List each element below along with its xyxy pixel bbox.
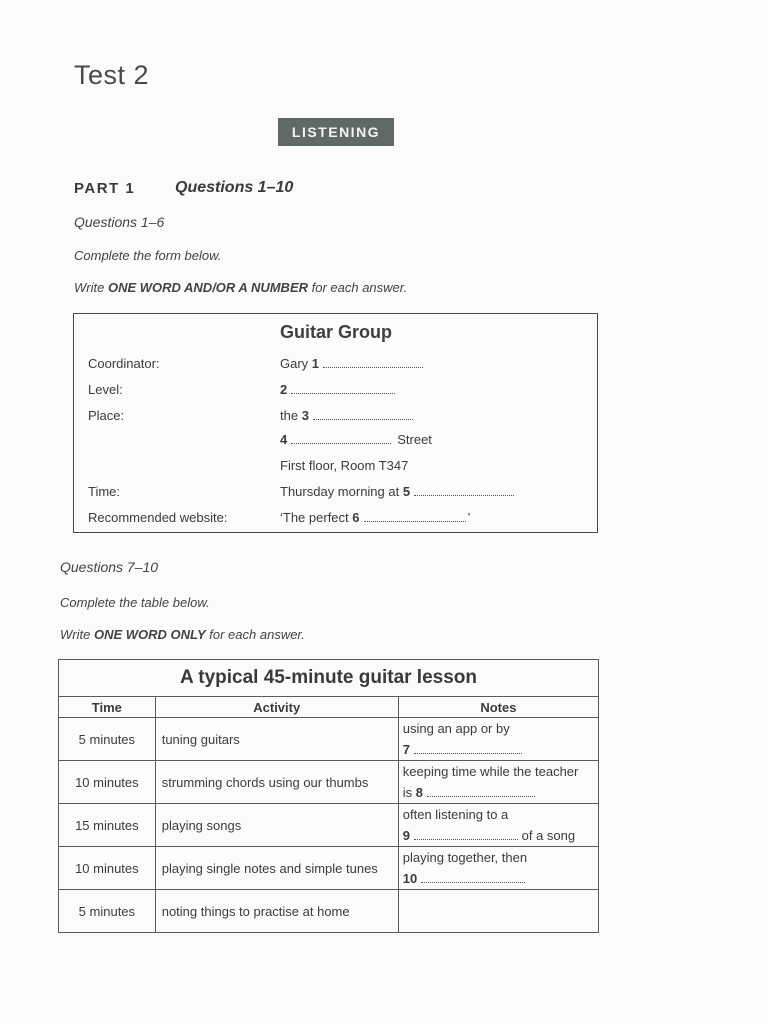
note-text: using an app or by [402,721,510,736]
answer-blank[interactable] [414,744,522,754]
form-answer-6 [280,510,470,525]
instruction-suffix: for each answer. [308,280,408,295]
form-answer-4 [280,432,432,447]
cell-time: 15 minutes [59,804,156,847]
note-text: keeping time while the teacher [402,764,579,779]
answer-prefix: Gary [280,356,312,371]
form-answer-3 [280,408,413,423]
form-room-text: First floor, Room T347 [280,458,409,473]
note-prefix: is [402,785,416,800]
answer-blank[interactable] [414,486,514,496]
instruction-prefix: Write [74,280,108,295]
cell-time: 10 minutes [59,761,156,804]
answer-blank[interactable] [414,830,518,840]
answer-prefix: Thursday morning at [280,484,403,499]
answer-blank[interactable] [421,873,525,883]
form-instruction: Complete the form below. [74,248,222,263]
form-title: Guitar Group [280,322,392,342]
instruction-suffix: for each answer. [205,627,305,642]
answer-suffix: ’ [467,510,471,525]
cell-time: 10 minutes [59,847,156,890]
cell-activity: playing songs [155,804,398,847]
form-label-coordinator: Coordinator: [88,356,160,371]
instruction-prefix: Write [60,627,94,642]
column-header-notes: Notes [398,697,598,718]
question-number: 4 [280,432,288,447]
table-word-limit-instruction [60,627,305,642]
table-title: A typical 45-minute guitar lesson [59,660,599,697]
cell-time: 5 minutes [59,890,156,933]
instruction-word-limit: ONE WORD ONLY [93,627,206,642]
answer-prefix: the [280,408,302,423]
form-word-limit-instruction [74,280,407,295]
answer-blank[interactable] [313,410,413,420]
question-number: 7 [402,742,410,757]
question-number: 6 [352,510,360,525]
instruction-word-limit: ONE WORD AND/OR A NUMBER [107,280,308,295]
form-label-place: Place: [88,408,125,423]
table-row [59,718,599,761]
guitar-group-form [73,313,598,533]
form-answer-2 [280,382,395,397]
test-title: Test 2 [74,60,150,90]
form-answer-5 [280,484,514,499]
table-row [59,761,599,804]
cell-activity: noting things to practise at home [155,890,398,933]
cell-notes [398,890,598,933]
question-number: 10 [402,871,418,886]
answer-blank[interactable] [323,358,423,368]
answer-prefix: ‘The perfect [280,510,353,525]
cell-notes [398,847,598,890]
table-row [59,890,599,933]
questions-7-10-heading: Questions 7–10 [60,559,159,575]
cell-notes [398,804,598,847]
column-header-time: Time [59,697,156,718]
question-number: 5 [402,484,411,499]
note-text: playing together, then [402,850,528,865]
cell-notes [398,718,598,761]
section-badge: LISTENING [278,118,394,146]
guitar-lesson-table [58,659,599,933]
answer-blank[interactable] [427,787,535,797]
question-number: 8 [415,785,423,800]
part-questions-range: Questions 1–10 [175,179,294,196]
form-label-time: Time: [88,484,121,499]
column-header-activity: Activity [155,697,398,718]
part-label: PART 1 [74,180,136,197]
question-number: 1 [311,356,320,371]
form-answer-1 [280,356,423,371]
form-label-level: Level: [88,382,123,397]
answer-suffix: Street [397,432,432,447]
note-text: often listening to a [402,807,509,822]
answer-blank[interactable] [364,512,466,522]
cell-activity: strumming chords using our thumbs [155,761,398,804]
table-instruction: Complete the table below. [60,595,210,610]
table-row [59,847,599,890]
note-suffix: of a song [518,828,576,843]
cell-activity: tuning guitars [155,718,398,761]
questions-1-6-heading: Questions 1–6 [74,214,165,230]
question-number: 9 [402,828,410,843]
question-number: 2 [280,382,288,397]
cell-time: 5 minutes [59,718,156,761]
cell-notes [398,761,598,804]
cell-activity: playing single notes and simple tunes [155,847,398,890]
answer-blank[interactable] [291,384,395,394]
table-row [59,804,599,847]
question-number: 3 [301,408,309,423]
form-label-website: Recommended website: [88,510,228,525]
answer-blank[interactable] [291,434,391,444]
